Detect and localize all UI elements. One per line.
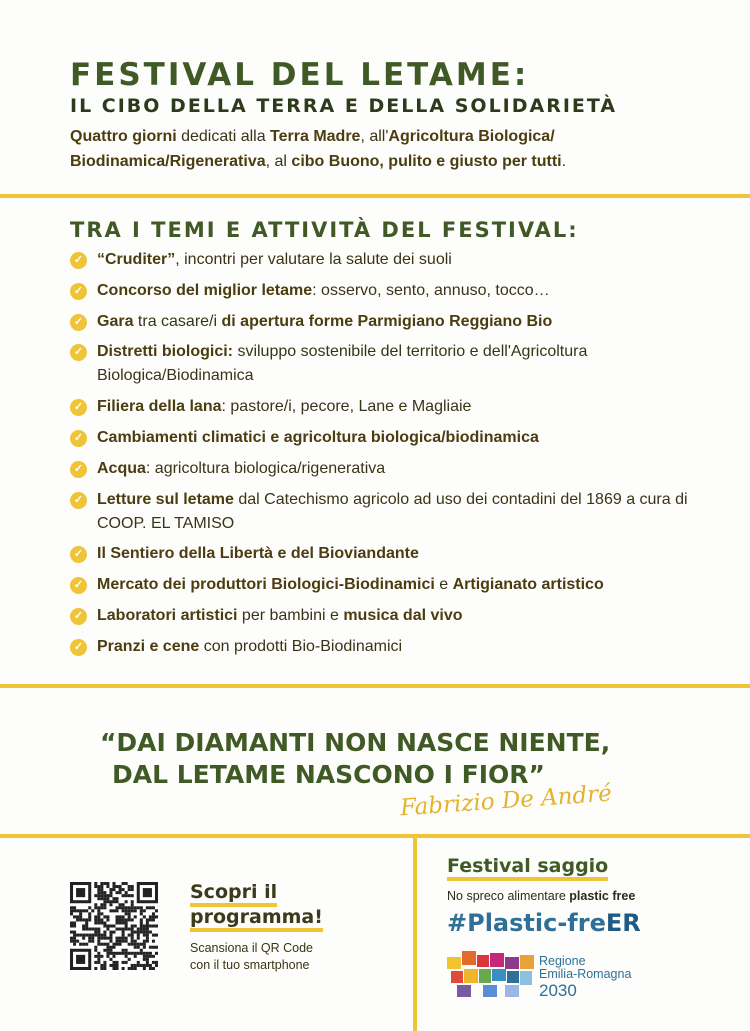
theme-item-text: sviluppo sostenibile del territorio e dell'Agricoltura Biologica/Biodinamica bbox=[97, 343, 588, 385]
quote-line-2: DAL LETAME NASCONO I FIOR” bbox=[112, 760, 545, 789]
qr-code[interactable] bbox=[70, 882, 158, 970]
theme-item-text: di apertura forme Parmigiano Reggiano Bio bbox=[221, 312, 553, 330]
festival-title: FESTIVAL DEL LETAME: bbox=[70, 57, 530, 93]
check-icon: ✓ bbox=[70, 546, 87, 563]
check-icon: ✓ bbox=[70, 492, 87, 509]
theme-item-text: : agricoltura biologica/rigenerativa bbox=[145, 459, 386, 477]
festival-subtitle: IL CIBO DELLA TERRA E DELLA SOLIDARIETÀ bbox=[70, 95, 618, 117]
theme-item-text: Cambiamenti climatici e agricoltura biologica/biodinamica bbox=[97, 428, 539, 446]
region-year: 2030 bbox=[539, 981, 577, 1000]
check-icon: ✓ bbox=[70, 639, 87, 656]
theme-item-text: “Cruditer” bbox=[97, 251, 176, 268]
check-icon: ✓ bbox=[70, 399, 87, 416]
intro-segment: cibo Buono, pulito e giusto per tutti bbox=[291, 153, 562, 170]
theme-item-text: tra casare/i bbox=[133, 312, 222, 330]
theme-item-text: musica dal vivo bbox=[343, 606, 463, 624]
intro-segment: . bbox=[561, 153, 567, 170]
theme-item bbox=[70, 340, 720, 388]
theme-item bbox=[70, 488, 720, 536]
theme-item bbox=[70, 395, 720, 419]
program-promo bbox=[190, 880, 390, 974]
intro-segment: Terra Madre bbox=[270, 128, 361, 145]
theme-item-text: e bbox=[434, 576, 453, 594]
hashtag-main: #Plastic-fre bbox=[447, 909, 606, 937]
intro-segment: dedicati alla bbox=[176, 128, 271, 145]
festival-saggio-panel bbox=[447, 855, 727, 1000]
theme-item-text: Letture sul letame bbox=[97, 490, 234, 508]
theme-item bbox=[70, 279, 720, 303]
program-note-line-2: con il tuo smartphone bbox=[190, 958, 310, 972]
intro-segment: Quattro giorni bbox=[70, 128, 177, 145]
theme-item bbox=[70, 457, 720, 481]
program-note bbox=[190, 940, 390, 974]
region-mosaic-icon bbox=[447, 951, 537, 999]
theme-item-text: con prodotti Bio-Biodinamici bbox=[199, 637, 403, 655]
festival-saggio-subtitle bbox=[447, 889, 727, 903]
divider-bottom bbox=[0, 834, 750, 838]
check-icon: ✓ bbox=[70, 577, 87, 594]
region-text bbox=[539, 955, 631, 1000]
festival-saggio-title: Festival saggio bbox=[447, 855, 608, 881]
theme-item-text: Gara bbox=[97, 312, 134, 330]
check-icon: ✓ bbox=[70, 430, 87, 447]
program-note-line-1: Scansiona il QR Code bbox=[190, 941, 313, 955]
check-icon: ✓ bbox=[70, 461, 87, 478]
theme-item bbox=[70, 573, 720, 597]
themes-list bbox=[70, 248, 720, 659]
region-line-2: Emilia-Romagna bbox=[539, 967, 632, 981]
intro-segment: , al bbox=[265, 153, 292, 170]
theme-item-text: Acqua bbox=[97, 459, 146, 477]
themes-section bbox=[70, 218, 720, 666]
theme-item bbox=[70, 635, 720, 659]
theme-item-text: dal Catechismo agricolo ad uso dei contadini del 1869 a cura di COOP. EL TAMISO bbox=[97, 490, 688, 532]
theme-item-text: : pastore/i, pecore, Lane e Magliaie bbox=[221, 398, 472, 416]
theme-item-text: per bambini e bbox=[237, 606, 344, 624]
theme-item-text: Filiera della lana bbox=[97, 398, 222, 416]
subtitle-bold: plastic free bbox=[569, 889, 636, 903]
check-icon: ✓ bbox=[70, 314, 87, 331]
theme-item bbox=[70, 248, 720, 272]
theme-item bbox=[70, 604, 720, 628]
divider-top bbox=[0, 194, 750, 198]
program-heading-line-2: programma! bbox=[190, 906, 323, 932]
theme-item-text: , incontri per valutare la salute dei suoli bbox=[175, 251, 452, 268]
theme-item-text: Laboratori artistici bbox=[97, 606, 238, 624]
theme-item bbox=[70, 542, 720, 566]
subtitle-plain: No spreco alimentare bbox=[447, 889, 570, 903]
theme-item bbox=[70, 426, 720, 450]
region-logo bbox=[447, 947, 707, 1007]
theme-item bbox=[70, 310, 720, 334]
program-heading-line-1: Scopri il bbox=[190, 881, 277, 907]
check-icon: ✓ bbox=[70, 252, 87, 269]
quote-line-1: “DAI DIAMANTI NON NASCE NIENTE, bbox=[100, 728, 611, 757]
divider-vertical bbox=[413, 838, 417, 1031]
theme-item-text: Il Sentiero della Libertà e del Bioviandante bbox=[97, 545, 419, 563]
theme-item-text: : osservo, sento, annuso, tocco… bbox=[312, 281, 550, 299]
quote-author-signature: Fabrizio De André bbox=[399, 780, 613, 822]
intro-segment: , all' bbox=[360, 128, 389, 145]
theme-item-text: Artigianato artistico bbox=[452, 576, 604, 594]
check-icon: ✓ bbox=[70, 608, 87, 625]
theme-item-text: Pranzi e cene bbox=[97, 637, 200, 655]
theme-item-text: Mercato dei produttori Biologici-Biodinamici bbox=[97, 576, 435, 594]
check-icon: ✓ bbox=[70, 344, 87, 361]
themes-title: TRA I TEMI E ATTIVITÀ DEL FESTIVAL: bbox=[70, 218, 579, 242]
header bbox=[70, 58, 710, 174]
plastic-free-hashtag bbox=[447, 909, 727, 937]
program-heading bbox=[190, 880, 390, 930]
region-line-1: Regione bbox=[539, 954, 586, 968]
check-icon: ✓ bbox=[70, 283, 87, 300]
hashtag-er: ER bbox=[605, 909, 641, 937]
intro-segment: Agricoltura Biologica/ Biodinamica/Rigenerativa bbox=[70, 128, 555, 170]
divider-middle bbox=[0, 684, 750, 688]
theme-item-text: Concorso del miglior letame bbox=[97, 281, 313, 299]
festival-intro bbox=[70, 124, 710, 174]
theme-item-text: Distretti biologici: bbox=[97, 343, 233, 361]
